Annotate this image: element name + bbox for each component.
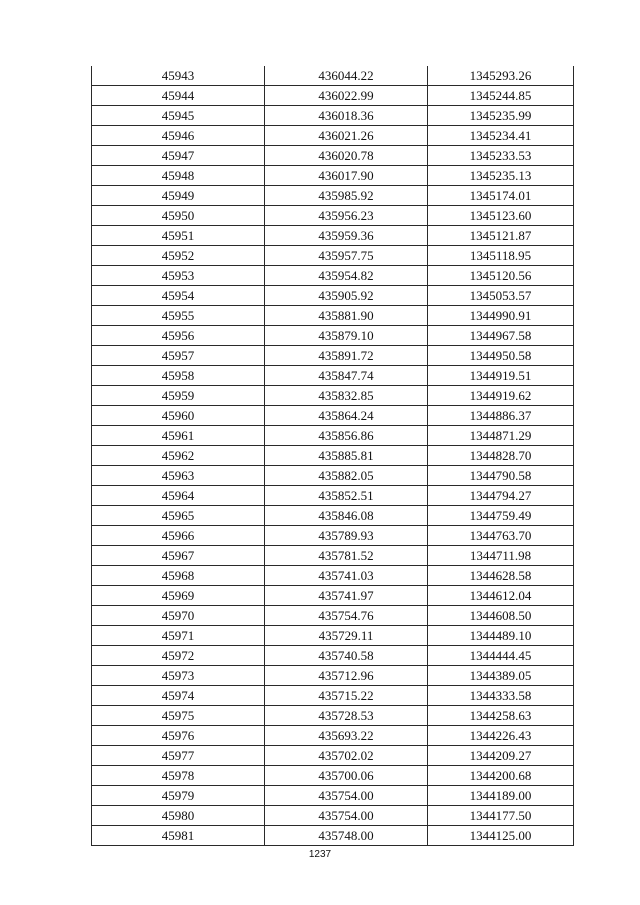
- y-coordinate-cell: 1344389.05: [428, 666, 574, 686]
- y-coordinate-cell: 1344258.63: [428, 706, 574, 726]
- x-coordinate-cell: 435864.24: [265, 406, 428, 426]
- y-coordinate-cell: 1344177.50: [428, 806, 574, 826]
- y-coordinate-cell: 1344794.27: [428, 486, 574, 506]
- x-coordinate-cell: 435741.97: [265, 586, 428, 606]
- y-coordinate-cell: 1344333.58: [428, 686, 574, 706]
- y-coordinate-cell: 1345244.85: [428, 86, 574, 106]
- y-coordinate-cell: 1344628.58: [428, 566, 574, 586]
- point-id-cell: 45981: [92, 826, 265, 846]
- x-coordinate-cell: 436021.26: [265, 126, 428, 146]
- x-coordinate-cell: 435956.23: [265, 206, 428, 226]
- y-coordinate-cell: 1345233.53: [428, 146, 574, 166]
- table-row: [92, 666, 574, 686]
- point-id-cell: 45974: [92, 686, 265, 706]
- x-coordinate-cell: 436020.78: [265, 146, 428, 166]
- y-coordinate-cell: 1344209.27: [428, 746, 574, 766]
- x-coordinate-cell: 436017.90: [265, 166, 428, 186]
- table-row: [92, 146, 574, 166]
- table-row: [92, 106, 574, 126]
- x-coordinate-cell: 435740.58: [265, 646, 428, 666]
- table-row: [92, 126, 574, 146]
- table-row: [92, 66, 574, 86]
- point-id-cell: 45976: [92, 726, 265, 746]
- x-coordinate-cell: 436018.36: [265, 106, 428, 126]
- table-row: [92, 786, 574, 806]
- point-id-cell: 45950: [92, 206, 265, 226]
- table-row: [92, 446, 574, 466]
- x-coordinate-cell: 435846.08: [265, 506, 428, 526]
- point-id-cell: 45965: [92, 506, 265, 526]
- point-id-cell: 45947: [92, 146, 265, 166]
- x-coordinate-cell: 435729.11: [265, 626, 428, 646]
- point-id-cell: 45955: [92, 306, 265, 326]
- table-row: [92, 766, 574, 786]
- point-id-cell: 45948: [92, 166, 265, 186]
- table-row: [92, 506, 574, 526]
- point-id-cell: 45963: [92, 466, 265, 486]
- table-row: [92, 246, 574, 266]
- table-row: [92, 726, 574, 746]
- point-id-cell: 45973: [92, 666, 265, 686]
- x-coordinate-cell: 435885.81: [265, 446, 428, 466]
- y-coordinate-cell: 1345235.99: [428, 106, 574, 126]
- table-row: [92, 546, 574, 566]
- y-coordinate-cell: 1344950.58: [428, 346, 574, 366]
- point-id-cell: 45944: [92, 86, 265, 106]
- x-coordinate-cell: 435728.53: [265, 706, 428, 726]
- x-coordinate-cell: 435905.92: [265, 286, 428, 306]
- x-coordinate-cell: 436044.22: [265, 66, 428, 86]
- point-id-cell: 45975: [92, 706, 265, 726]
- point-id-cell: 45952: [92, 246, 265, 266]
- point-id-cell: 45949: [92, 186, 265, 206]
- point-id-cell: 45943: [92, 66, 265, 86]
- y-coordinate-cell: 1344919.62: [428, 386, 574, 406]
- table-row: [92, 286, 574, 306]
- x-coordinate-cell: 436022.99: [265, 86, 428, 106]
- table-row: [92, 526, 574, 546]
- y-coordinate-cell: 1345118.95: [428, 246, 574, 266]
- x-coordinate-cell: 435832.85: [265, 386, 428, 406]
- x-coordinate-cell: 435754.00: [265, 806, 428, 826]
- table-row: [92, 166, 574, 186]
- point-id-cell: 45971: [92, 626, 265, 646]
- point-id-cell: 45962: [92, 446, 265, 466]
- table-row: [92, 606, 574, 626]
- y-coordinate-cell: 1345235.13: [428, 166, 574, 186]
- y-coordinate-cell: 1344189.00: [428, 786, 574, 806]
- y-coordinate-cell: 1344200.68: [428, 766, 574, 786]
- x-coordinate-cell: 435891.72: [265, 346, 428, 366]
- point-id-cell: 45977: [92, 746, 265, 766]
- point-id-cell: 45968: [92, 566, 265, 586]
- coordinate-table-container: [91, 66, 573, 846]
- coordinate-table: [91, 66, 574, 846]
- y-coordinate-cell: 1344990.91: [428, 306, 574, 326]
- y-coordinate-cell: 1344489.10: [428, 626, 574, 646]
- y-coordinate-cell: 1344612.04: [428, 586, 574, 606]
- y-coordinate-cell: 1345121.87: [428, 226, 574, 246]
- page-number: 1237: [308, 849, 332, 860]
- table-row: [92, 826, 574, 846]
- x-coordinate-cell: 435959.36: [265, 226, 428, 246]
- table-row: [92, 306, 574, 326]
- point-id-cell: 45951: [92, 226, 265, 246]
- point-id-cell: 45960: [92, 406, 265, 426]
- point-id-cell: 45966: [92, 526, 265, 546]
- point-id-cell: 45969: [92, 586, 265, 606]
- table-row: [92, 626, 574, 646]
- y-coordinate-cell: 1345174.01: [428, 186, 574, 206]
- y-coordinate-cell: 1345053.57: [428, 286, 574, 306]
- x-coordinate-cell: 435856.86: [265, 426, 428, 446]
- y-coordinate-cell: 1344871.29: [428, 426, 574, 446]
- table-row: [92, 806, 574, 826]
- table-row: [92, 386, 574, 406]
- x-coordinate-cell: 435954.82: [265, 266, 428, 286]
- table-row: [92, 86, 574, 106]
- table-row: [92, 266, 574, 286]
- table-row: [92, 406, 574, 426]
- y-coordinate-cell: 1345293.26: [428, 66, 574, 86]
- y-coordinate-cell: 1345120.56: [428, 266, 574, 286]
- x-coordinate-cell: 435882.05: [265, 466, 428, 486]
- x-coordinate-cell: 435715.22: [265, 686, 428, 706]
- x-coordinate-cell: 435847.74: [265, 366, 428, 386]
- y-coordinate-cell: 1344759.49: [428, 506, 574, 526]
- coordinate-table-body: [92, 66, 574, 846]
- table-row: [92, 586, 574, 606]
- y-coordinate-cell: 1344711.98: [428, 546, 574, 566]
- x-coordinate-cell: 435754.00: [265, 786, 428, 806]
- point-id-cell: 45967: [92, 546, 265, 566]
- y-coordinate-cell: 1344125.00: [428, 826, 574, 846]
- table-row: [92, 366, 574, 386]
- y-coordinate-cell: 1344919.51: [428, 366, 574, 386]
- y-coordinate-cell: 1344790.58: [428, 466, 574, 486]
- table-row: [92, 486, 574, 506]
- y-coordinate-cell: 1344226.43: [428, 726, 574, 746]
- point-id-cell: 45953: [92, 266, 265, 286]
- point-id-cell: 45979: [92, 786, 265, 806]
- table-row: [92, 346, 574, 366]
- table-row: [92, 706, 574, 726]
- x-coordinate-cell: 435748.00: [265, 826, 428, 846]
- x-coordinate-cell: 435781.52: [265, 546, 428, 566]
- table-row: [92, 226, 574, 246]
- x-coordinate-cell: 435754.76: [265, 606, 428, 626]
- table-row: [92, 686, 574, 706]
- x-coordinate-cell: 435881.90: [265, 306, 428, 326]
- point-id-cell: 45978: [92, 766, 265, 786]
- table-row: [92, 646, 574, 666]
- x-coordinate-cell: 435693.22: [265, 726, 428, 746]
- point-id-cell: 45972: [92, 646, 265, 666]
- point-id-cell: 45954: [92, 286, 265, 306]
- x-coordinate-cell: 435712.96: [265, 666, 428, 686]
- table-row: [92, 746, 574, 766]
- point-id-cell: 45958: [92, 366, 265, 386]
- y-coordinate-cell: 1344828.70: [428, 446, 574, 466]
- x-coordinate-cell: 435985.92: [265, 186, 428, 206]
- point-id-cell: 45959: [92, 386, 265, 406]
- x-coordinate-cell: 435879.10: [265, 326, 428, 346]
- x-coordinate-cell: 435700.06: [265, 766, 428, 786]
- table-row: [92, 566, 574, 586]
- y-coordinate-cell: 1344763.70: [428, 526, 574, 546]
- table-row: [92, 426, 574, 446]
- table-row: [92, 466, 574, 486]
- x-coordinate-cell: 435741.03: [265, 566, 428, 586]
- point-id-cell: 45980: [92, 806, 265, 826]
- y-coordinate-cell: 1344886.37: [428, 406, 574, 426]
- y-coordinate-cell: 1344967.58: [428, 326, 574, 346]
- point-id-cell: 45945: [92, 106, 265, 126]
- point-id-cell: 45957: [92, 346, 265, 366]
- table-row: [92, 326, 574, 346]
- x-coordinate-cell: 435702.02: [265, 746, 428, 766]
- table-row: [92, 186, 574, 206]
- point-id-cell: 45956: [92, 326, 265, 346]
- y-coordinate-cell: 1345123.60: [428, 206, 574, 226]
- point-id-cell: 45946: [92, 126, 265, 146]
- table-row: [92, 206, 574, 226]
- y-coordinate-cell: 1344608.50: [428, 606, 574, 626]
- x-coordinate-cell: 435789.93: [265, 526, 428, 546]
- y-coordinate-cell: 1344444.45: [428, 646, 574, 666]
- x-coordinate-cell: 435957.75: [265, 246, 428, 266]
- point-id-cell: 45964: [92, 486, 265, 506]
- x-coordinate-cell: 435852.51: [265, 486, 428, 506]
- y-coordinate-cell: 1345234.41: [428, 126, 574, 146]
- point-id-cell: 45961: [92, 426, 265, 446]
- point-id-cell: 45970: [92, 606, 265, 626]
